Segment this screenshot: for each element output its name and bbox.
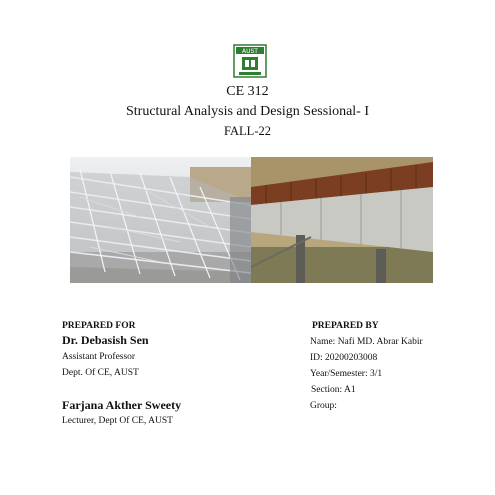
aust-logo bbox=[233, 44, 267, 78]
prepared-by-heading: PREPARED BY bbox=[312, 321, 379, 331]
steel-truss-photo bbox=[70, 157, 251, 283]
section: Section: A1 bbox=[311, 385, 356, 395]
year-semester: Year/Semester: 3/1 bbox=[310, 369, 383, 379]
teacher2-name: Farjana Akther Sweety bbox=[62, 398, 182, 412]
group: Group: bbox=[310, 401, 337, 411]
course-title: Structural Analysis and Design Sessional- I bbox=[125, 104, 370, 119]
course-code: CE 312 bbox=[226, 84, 269, 99]
prepared-for-section bbox=[62, 319, 181, 428]
student-id: ID: 20200203008 bbox=[310, 353, 378, 363]
teacher2-role: Lecturer, Dept Of CE, AUST bbox=[62, 416, 173, 426]
prepared-by-section bbox=[310, 319, 423, 413]
student-name: Name: Nafi MD. Abrar Kabir bbox=[310, 337, 423, 347]
teacher1-dept: Dept. Of CE, AUST bbox=[62, 368, 139, 378]
steel-bridge-photo bbox=[251, 157, 433, 283]
prepared-for-heading: PREPARED FOR bbox=[62, 321, 136, 331]
term: FALL-22 bbox=[224, 124, 271, 138]
logo-text: AUST bbox=[242, 48, 258, 55]
teacher1-name: Dr. Debasish Sen bbox=[62, 333, 149, 347]
teacher1-role: Assistant Professor bbox=[62, 352, 136, 362]
